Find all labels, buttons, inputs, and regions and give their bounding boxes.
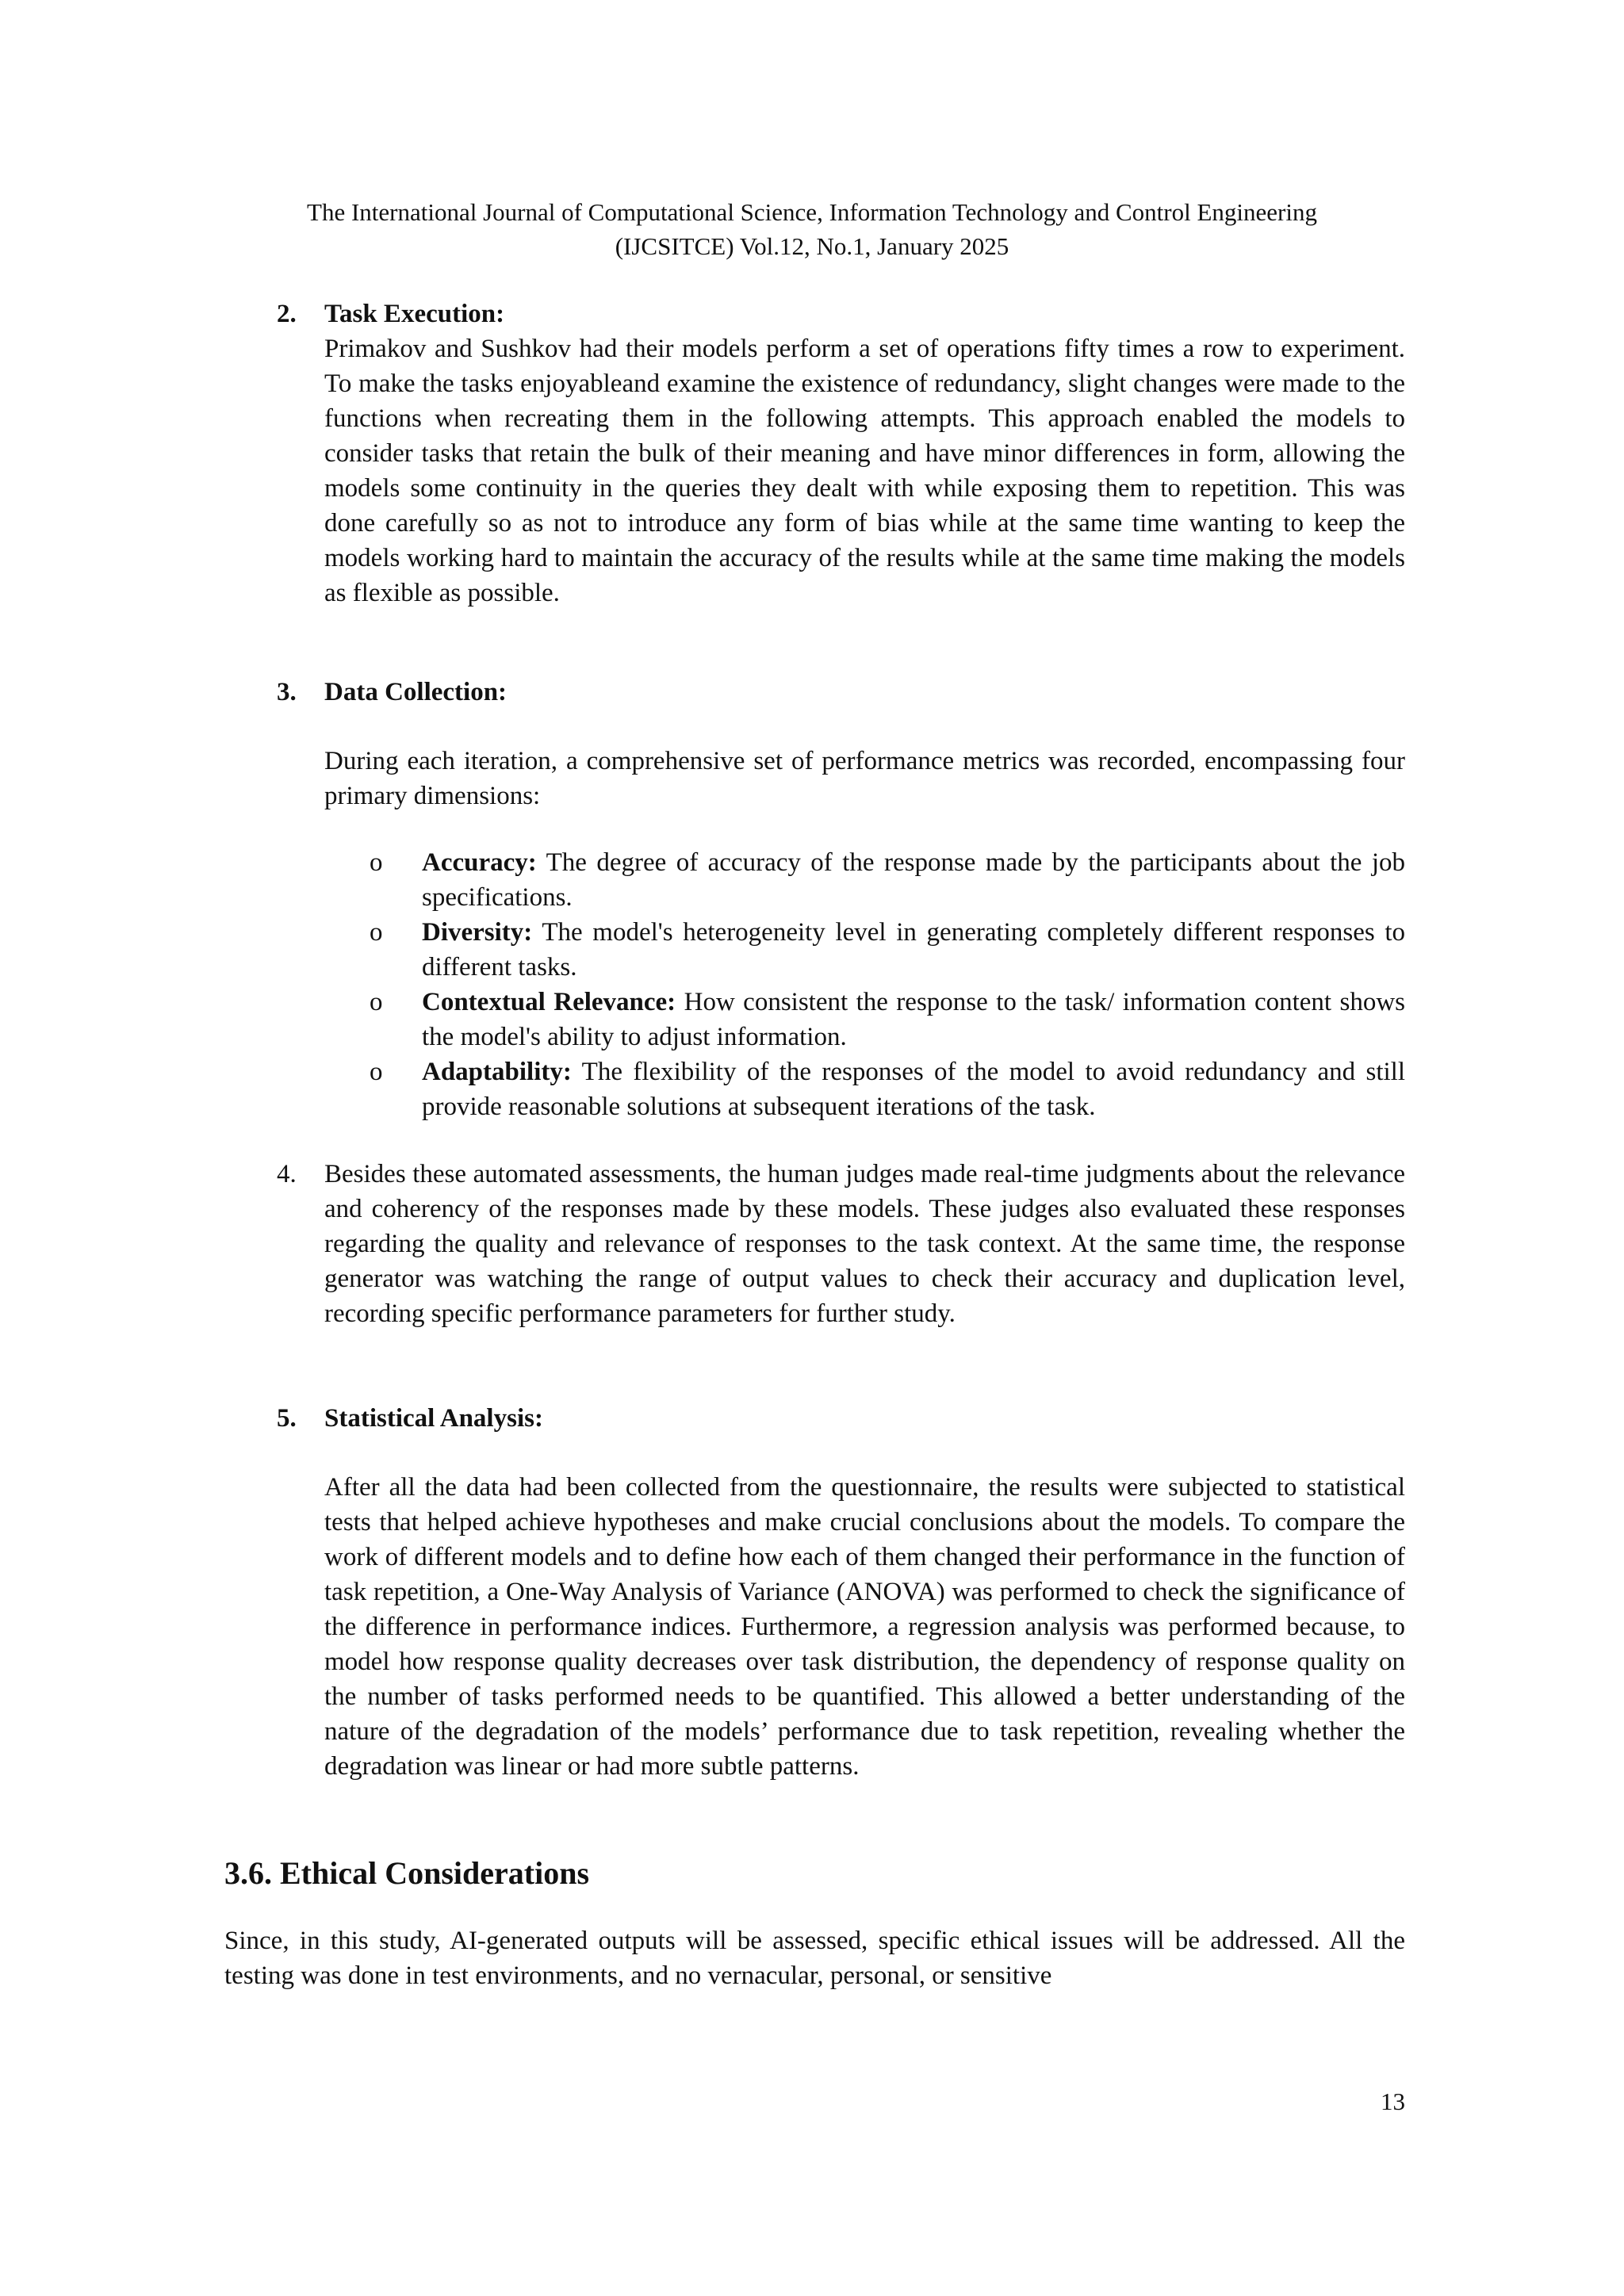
item-number: 3.: [277, 678, 297, 706]
bullet-contextual-relevance: [324, 985, 1405, 1054]
bullet-adaptability: [324, 1054, 1405, 1124]
running-header: [0, 195, 1624, 263]
bullet-marker: o: [370, 848, 383, 877]
item-paragraph: Besides these automated assessments, the human judges made real-time judgments about the relevance and coherency of the responses made by these models. These judges also evaluated these responses regarding the quality and relevance of responses to the task context. At the same time, the response generator was watching the range of output values to check their accuracy and duplication level, recording specific performance parameters for further study.: [324, 1160, 1405, 1328]
item-heading: Data Collection:: [324, 678, 508, 706]
item-paragraph: During each iteration, a comprehensive set of performance metrics was recorded, encompassing four primary dimensions:: [324, 747, 1405, 810]
bullet-text: The model's heterogeneity level in generating completely different responses to different tasks.: [422, 918, 1406, 982]
bullet-marker: o: [370, 918, 383, 947]
bullet-marker: o: [370, 1058, 383, 1086]
bullet-text: The flexibility of the responses of the model to avoid redundancy and still provide reasonable solutions at subsequent iterations of the task.: [422, 1058, 1406, 1121]
bullet-term: Adaptability:: [422, 1058, 572, 1086]
item-number: 2.: [277, 300, 297, 328]
metric-bullet-list: [324, 845, 1405, 1124]
item-heading: Task Execution:: [324, 300, 505, 328]
journal-title-line: The International Journal of Computational Science, Information Technology and Control Engineering: [307, 198, 1317, 226]
item-number: 5.: [277, 1404, 297, 1433]
bullet-text: The degree of accuracy of the response made by the participants about the job specifications.: [422, 848, 1405, 912]
bullet-term: Contextual Relevance:: [422, 988, 676, 1016]
item-paragraph: After all the data had been collected from the questionnaire, the results were subjected to statistical tests that helped achieve hypotheses and make crucial conclusions about the models. To compare the work of different models and to define how each of them changed their performance in the function of task repetition, a One-Way Analysis of Variance (ANOVA) was performed to check the significance of the difference in performance indices. Furthermore, a regression analysis was performed because, to model how response quality decreases over task distribution, the dependency of response quality on the number of tasks performed needs to be quantified. This allowed a better understanding of the nature of the degradation of the models’ performance due to task repetition, revealing whether the degradation was linear or had more subtle patterns.: [324, 1473, 1405, 1781]
item-number: 4.: [277, 1160, 297, 1188]
section-paragraph: Since, in this study, AI-generated outputs will be assessed, specific ethical issues will be addressed. All the testing was done in test environments, and no vernacular, personal, or sensitive: [224, 1927, 1405, 1990]
bullet-accuracy: [324, 845, 1405, 915]
bullet-diversity: [324, 915, 1405, 985]
bullet-term: Diversity:: [422, 918, 533, 947]
page-number: 13: [1381, 2087, 1405, 2115]
bullet-text: How consistent the response to the task/ information content shows the model's ability to adjust information.: [422, 988, 1406, 1051]
item-heading: Statistical Analysis:: [324, 1404, 543, 1433]
bullet-term: Accuracy:: [422, 848, 537, 877]
bullet-marker: o: [370, 988, 383, 1016]
journal-issue-line: (IJCSITCE) Vol.12, No.1, January 2025: [615, 232, 1009, 260]
item-paragraph: Primakov and Sushkov had their models perform a set of operations fifty times a row to experiment. To make the tasks enjoyableand examine the existence of redundancy, slight changes were made to the functions when recreating them in the following attempts. This approach enabled the models to consider tasks that retain the bulk of their meaning and have minor differences in form, allowing the models some continuity in the queries they dealt with while exposing them to repetition. This was done carefully so as not to introduce any form of bias while at the same time wanting to keep the models working hard to maintain the accuracy of the results while at the same time making the models as flexible as possible.: [324, 335, 1405, 607]
section-heading: 3.6. Ethical Considerations: [224, 1855, 590, 1891]
